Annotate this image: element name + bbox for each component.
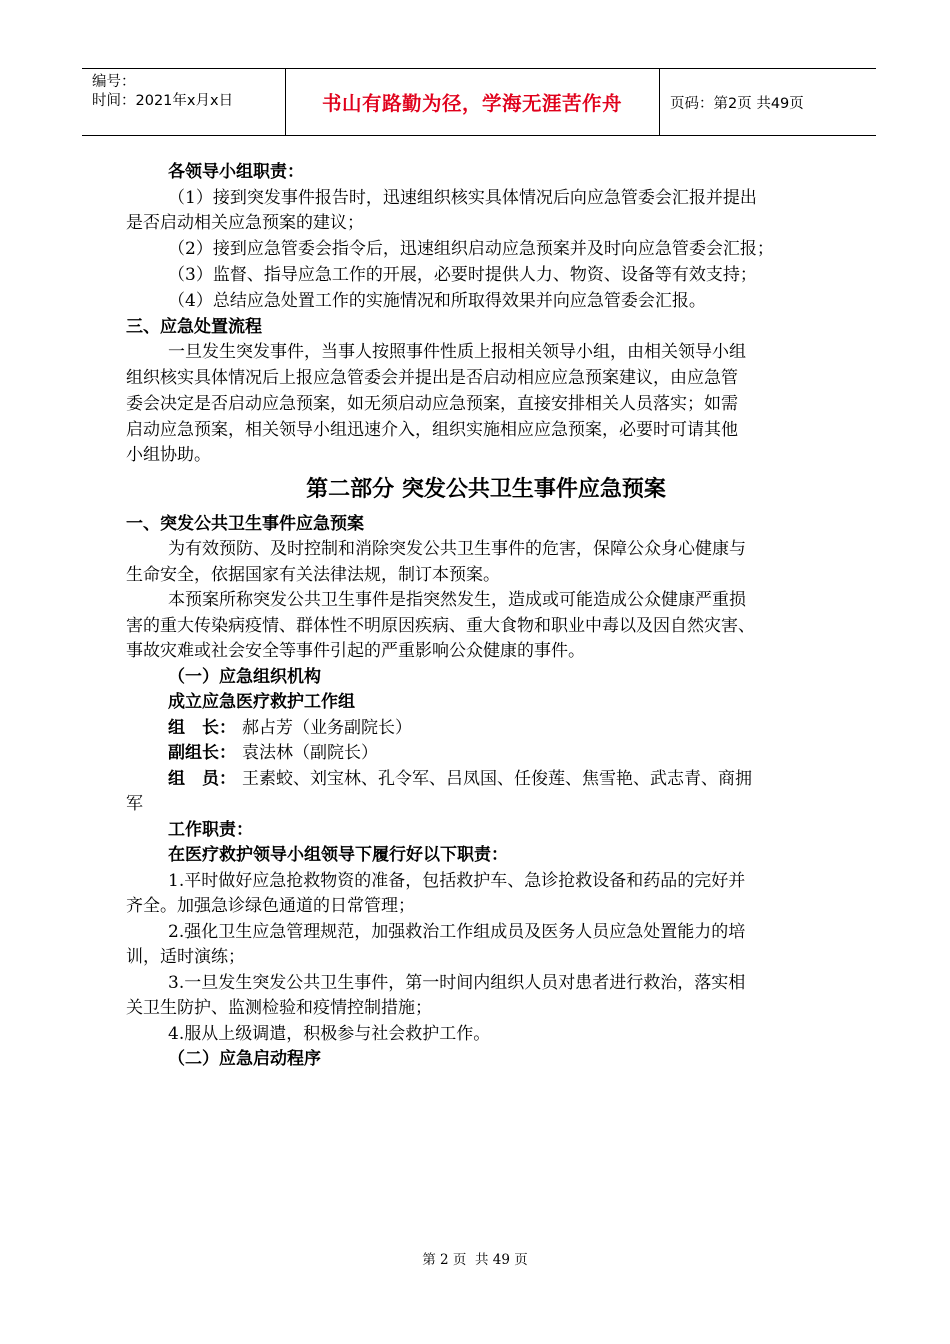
header-motto-cell xyxy=(286,69,658,135)
paragraph-line: 生命安全，依据国家有关法律法规，制订本预案。 xyxy=(126,565,500,585)
paragraph-line: 4.服从上级调遣，积极参与社会救护工作。 xyxy=(168,1024,491,1044)
deputy-leader-label: 副组长： xyxy=(168,743,236,763)
paragraph-line: 齐全。加强急诊绿色通道的日常管理； xyxy=(126,896,415,916)
paragraph-line: 2.强化卫生应急管理规范，加强救治工作组成员及医务人员应急处置能力的培 xyxy=(168,922,746,942)
header-page-cell xyxy=(660,69,876,135)
leader-value: 郝占芳（业务副院长） xyxy=(242,718,412,738)
subsection-heading: 成立应急医疗救护工作组 xyxy=(168,692,355,712)
paragraph-line: 委会决定是否启动应急预案，如无须启动应急预案，直接安排相关人员落实；如需 xyxy=(126,394,738,414)
paragraph-line: 为有效预防、及时控制和消除突发公共卫生事件的危害，保障公众身心健康与 xyxy=(168,539,746,559)
paragraph-line: （2）接到应急管委会指令后，迅速组织启动应急预案并及时向应急管委会汇报； xyxy=(168,239,774,259)
header-motto: 书山有路勤为径，学海无涯苦作舟 xyxy=(321,92,622,115)
paragraph-line: 小组协助。 xyxy=(126,445,211,465)
paragraph-line: 组织核实具体情况后上报应急管委会并提出是否启动相应应急预案建议，由应急管 xyxy=(126,368,738,388)
members-label: 组 员： xyxy=(168,769,236,789)
leader-label: 组 长： xyxy=(168,718,236,738)
paragraph-line: （3）监督、指导应急工作的开展，必要时提供人力、物资、设备等有效支持； xyxy=(168,265,757,285)
section-heading: 三、应急处置流程 xyxy=(126,317,262,337)
section-heading: 一、突发公共卫生事件应急预案 xyxy=(126,514,364,534)
subsection-heading: 在医疗救护领导小组领导下履行好以下职责： xyxy=(168,845,508,865)
paragraph-line: （1）接到突发事件报告时，迅速组织核实具体情况后向应急管委会汇报并提出 xyxy=(168,188,757,208)
paragraph-line: （4）总结应急处置工作的实施情况和所取得效果并向应急管委会汇报。 xyxy=(168,291,706,311)
paragraph-line: 是否启动相关应急预案的建议； xyxy=(126,213,364,233)
paragraph-line: 训，适时演练； xyxy=(126,947,245,967)
paragraph-line: 军 xyxy=(126,794,143,814)
header-meta xyxy=(82,69,285,135)
footer-page-number: 第 2 页 共 49 页 xyxy=(422,1252,528,1268)
section-heading: 各领导小组职责： xyxy=(168,162,304,182)
paragraph-line: 害的重大传染病疫情、群体性不明原因疾病、重大食物和职业中毒以及因自然灾害、 xyxy=(126,616,755,636)
paragraph-line: 事故灾难或社会安全等事件引起的严重影响公众健康的事件。 xyxy=(126,641,585,661)
paragraph-line: 启动应急预案，相关领导小组迅速介入，组织实施相应应急预案，必要时可请其他 xyxy=(126,420,738,440)
subsection-heading: （二）应急启动程序 xyxy=(168,1049,321,1069)
paragraph-line: 1.平时做好应急抢救物资的准备，包括救护车、急诊抢救设备和药品的完好并 xyxy=(168,871,746,891)
page-footer xyxy=(0,1248,950,1268)
paragraph-line: 3.一旦发生突发公共卫生事件，第一时间内组织人员对患者进行救治，落实相 xyxy=(168,973,746,993)
paragraph-line: 本预案所称突发公共卫生事件是指突然发生，造成或可能造成公众健康严重损 xyxy=(168,590,746,610)
paragraph-line: 一旦发生突发事件，当事人按照事件性质上报相关领导小组，由相关领导小组 xyxy=(168,342,746,362)
part-title: 第二部分 突发公共卫生事件应急预案 xyxy=(306,477,666,502)
deputy-leader-value: 袁法林（副院长） xyxy=(242,743,378,763)
members-value: 王素蛟、刘宝林、孔令军、吕凤国、任俊莲、焦雪艳、武志青、商拥 xyxy=(242,769,752,789)
paragraph-line: 关卫生防护、监测检验和疫情控制措施； xyxy=(126,998,432,1018)
subsection-heading: 工作职责： xyxy=(168,820,253,840)
doc-time-label: 时间：2021年x月x日 xyxy=(92,93,234,109)
page-header xyxy=(82,68,876,136)
doc-number-label: 编号： xyxy=(92,74,136,90)
subsection-heading: （一）应急组织机构 xyxy=(168,667,321,687)
header-page-label: 页码：第2页 共49页 xyxy=(670,95,804,112)
